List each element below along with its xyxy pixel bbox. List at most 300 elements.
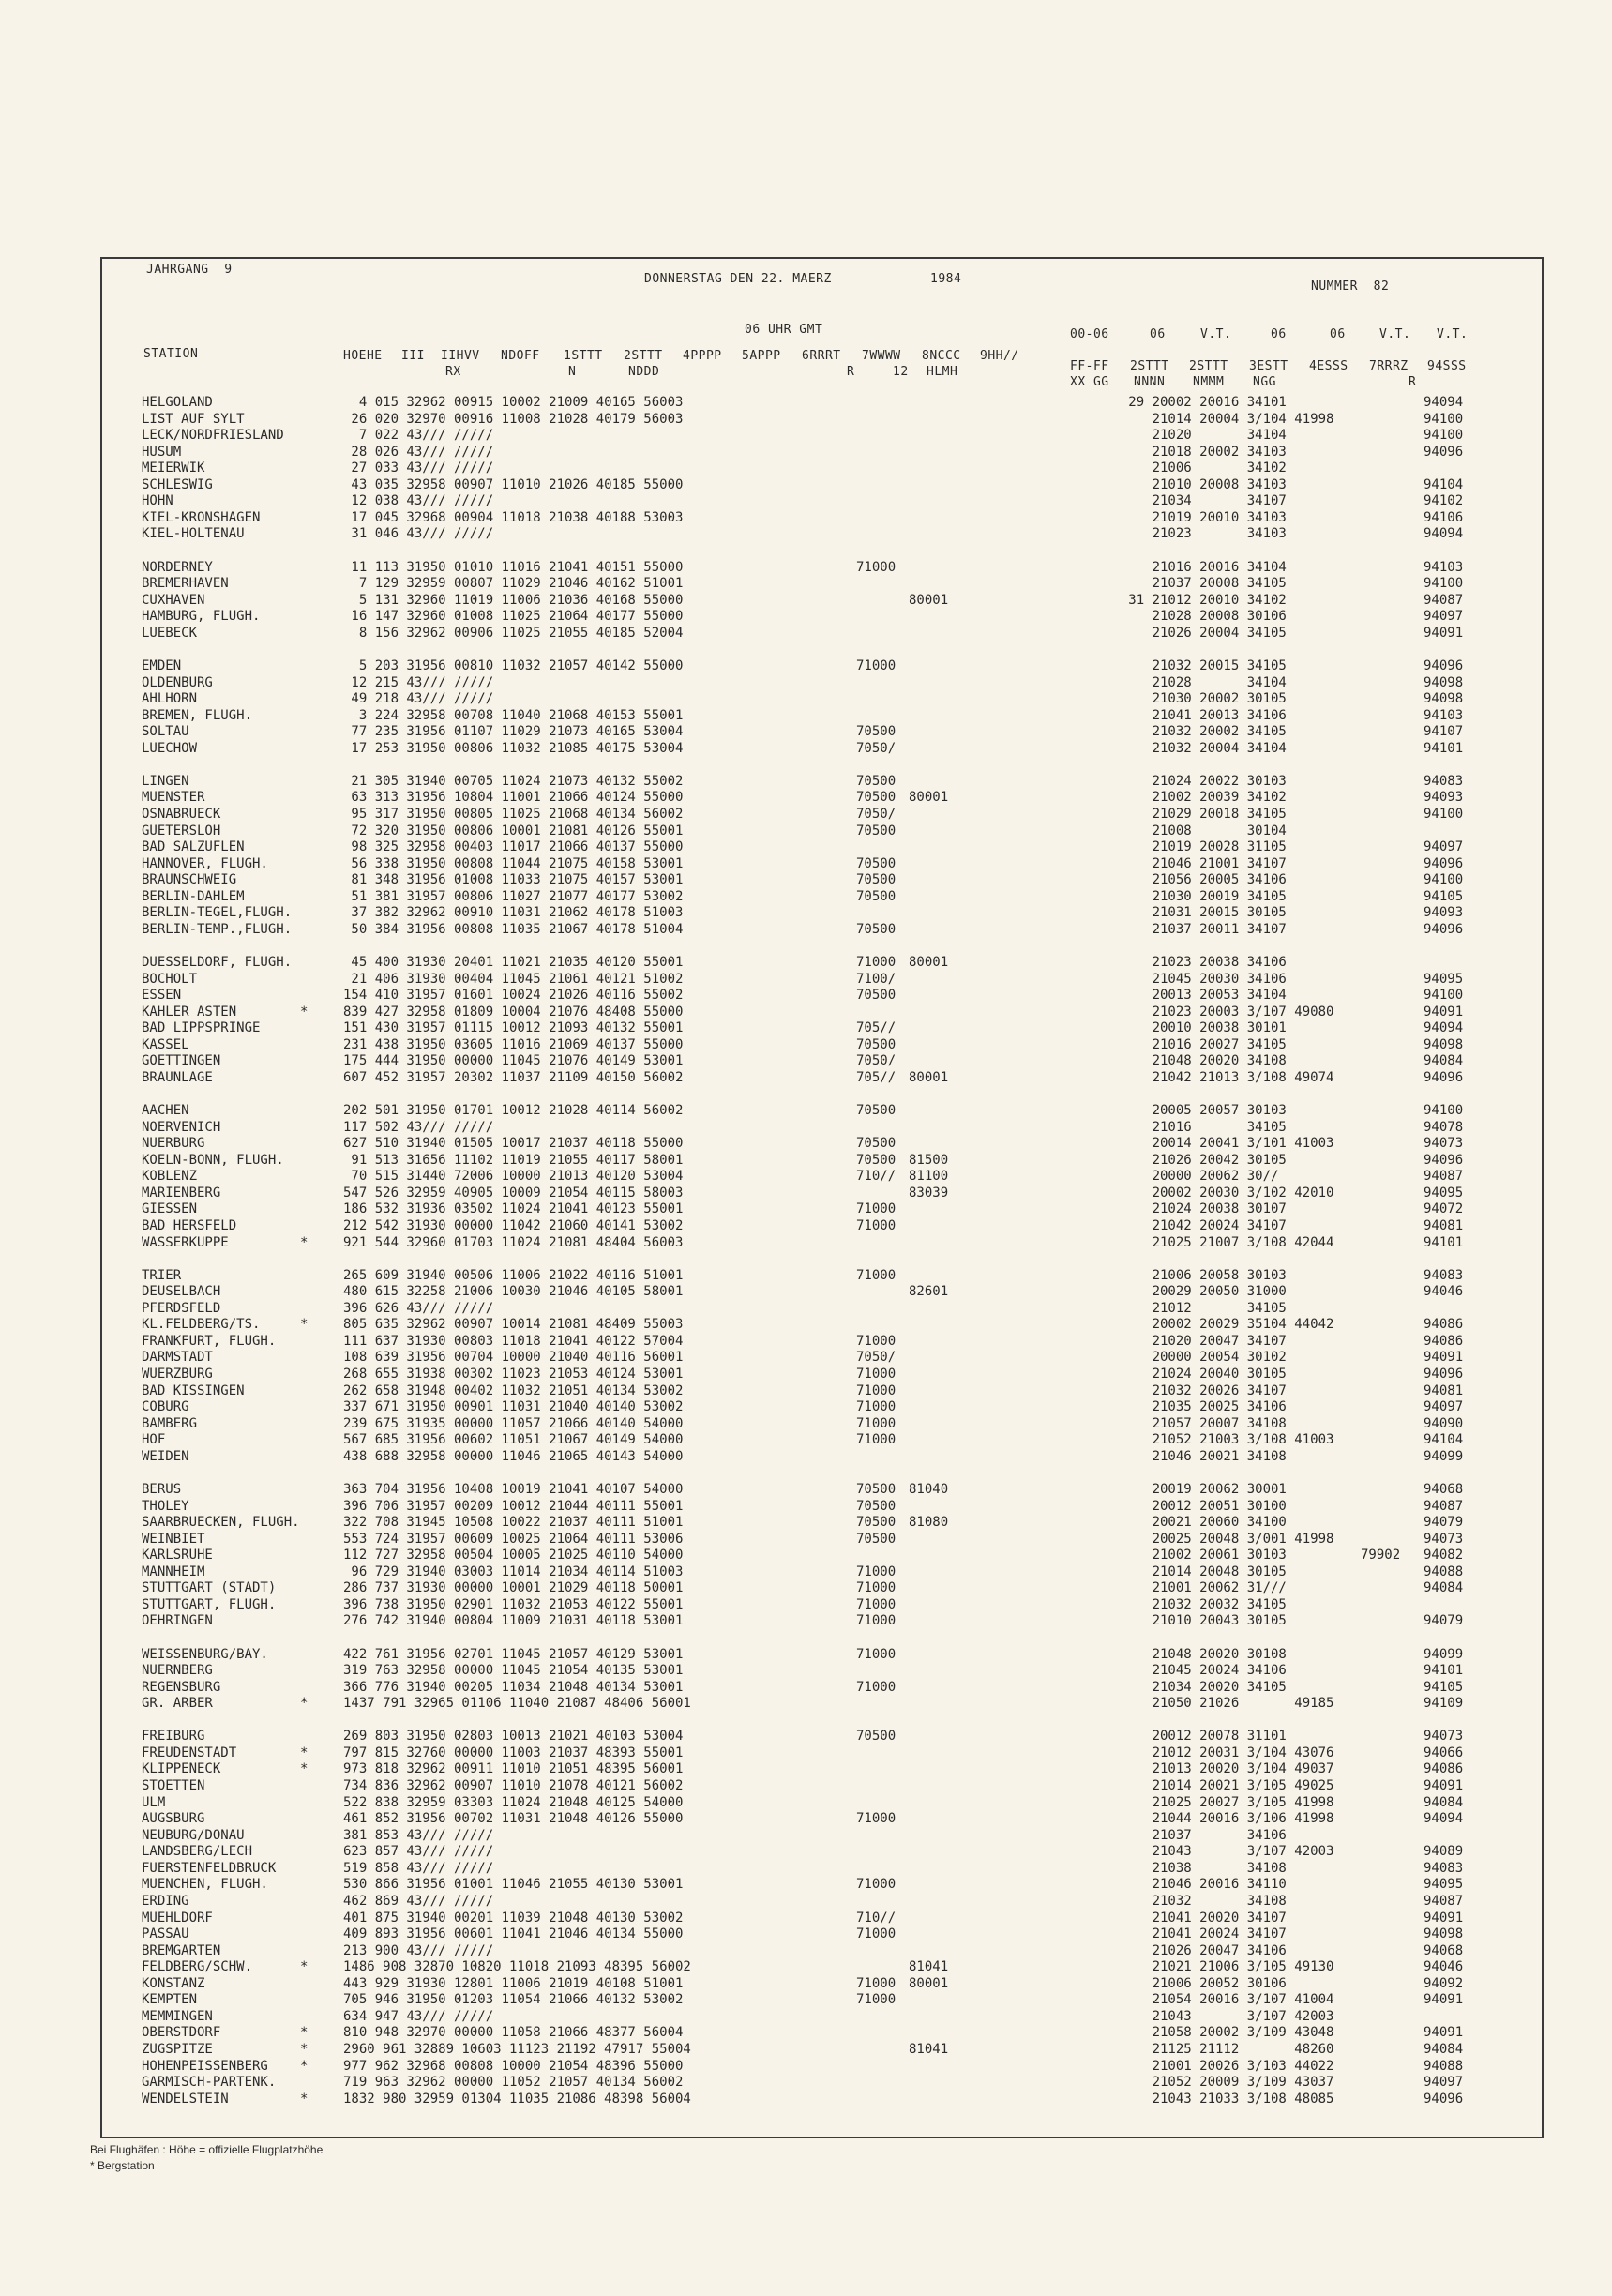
cell-station: HOF bbox=[142, 1432, 166, 1448]
cell-c1: 70500 bbox=[856, 1036, 896, 1052]
cell-right: 21013 20020 3/104 49037 bbox=[1105, 1761, 1334, 1777]
cell-sss: 94104 bbox=[1424, 476, 1464, 492]
cell-station: HANNOVER, FLUGH. bbox=[142, 855, 268, 871]
cell-sss: 94096 bbox=[1424, 444, 1464, 460]
cell-sss: 94106 bbox=[1424, 509, 1464, 525]
cell-c1: 71000 bbox=[856, 1646, 896, 1662]
cell-left: 45 400 31930 20401 11021 21035 40120 55001 bbox=[343, 955, 684, 971]
col-ndoff: NDOFF bbox=[501, 349, 540, 363]
cell-right: 21037 20011 34107 bbox=[1105, 921, 1287, 937]
cell-station: LIST AUF SYLT bbox=[142, 411, 245, 427]
cell-sss: 94096 bbox=[1424, 921, 1464, 937]
cell-left: 396 706 31957 00209 10012 21044 40111 55001 bbox=[343, 1498, 684, 1514]
col-nmmm: NMMM bbox=[1193, 375, 1225, 389]
cell-right: 20014 20041 3/101 41003 bbox=[1105, 1136, 1334, 1152]
cell-right: 21018 20002 34103 bbox=[1105, 444, 1287, 460]
cell-sss: 94081 bbox=[1424, 1382, 1464, 1398]
cell-c2: 83039 bbox=[909, 1185, 949, 1201]
cell-c1: 7050/ bbox=[856, 740, 896, 756]
cell-sss: 94087 bbox=[1424, 1169, 1464, 1185]
cell-right: 21041 20024 34107 bbox=[1105, 1926, 1287, 1942]
cell-star: * bbox=[300, 1004, 309, 1020]
cell-sss: 94066 bbox=[1424, 1745, 1464, 1760]
cell-c2: 80001 bbox=[909, 592, 949, 608]
cell-station: WEIDEN bbox=[142, 1448, 189, 1464]
cell-sss: 94098 bbox=[1424, 691, 1464, 707]
cell-left: 96 729 31940 03003 11014 21034 40114 51003 bbox=[343, 1563, 684, 1579]
cell-left: 805 635 32962 00907 10014 21081 48409 55003 bbox=[343, 1317, 684, 1333]
cell-right: 20002 20029 35104 44042 bbox=[1105, 1317, 1334, 1333]
cell-sss: 94096 bbox=[1424, 1367, 1464, 1382]
cell-station: BAMBERG bbox=[142, 1415, 198, 1431]
footnote-airport: Bei Flughäfen : Höhe = offizielle Flugplatzhöhe bbox=[90, 2143, 324, 2156]
cell-right: 21032 20002 34105 bbox=[1105, 724, 1287, 740]
cell-right: 21024 20022 30103 bbox=[1105, 773, 1287, 789]
cell-sss: 94078 bbox=[1424, 1119, 1464, 1135]
cell-star: * bbox=[300, 2042, 309, 2057]
cell-right: 20000 20062 30// bbox=[1105, 1169, 1279, 1185]
cell-sss: 94088 bbox=[1424, 1563, 1464, 1579]
cell-right: 21025 20027 3/105 41998 bbox=[1105, 1794, 1334, 1810]
cell-c1: 7100/ bbox=[856, 971, 896, 987]
cell-left: 77 235 31956 01107 11029 21073 40165 53004 bbox=[343, 724, 684, 740]
cell-right: 21026 20042 30105 bbox=[1105, 1152, 1287, 1168]
cell-left: 21 305 31940 00705 11024 21073 40132 55002 bbox=[343, 773, 684, 789]
cell-right: 20029 20050 31000 bbox=[1105, 1284, 1287, 1300]
col-xxgg: XX GG bbox=[1070, 375, 1109, 389]
cell-left: 734 836 32962 00907 11010 21078 40121 56002 bbox=[343, 1778, 684, 1794]
cell-sss: 94100 bbox=[1424, 428, 1464, 444]
cell-station: KASSEL bbox=[142, 1036, 189, 1052]
cell-left: 154 410 31957 01601 10024 21026 40116 55002 bbox=[343, 988, 684, 1004]
col-06-c: 06 bbox=[1330, 327, 1346, 341]
cell-sss: 94087 bbox=[1424, 1893, 1464, 1909]
cell-left: 1486 908 32870 10820 11018 21093 48395 56002 bbox=[343, 1959, 691, 1975]
col-vt-a: V.T. bbox=[1200, 327, 1232, 341]
cell-station: WEINBIET bbox=[142, 1531, 205, 1547]
cell-right: 21037 20008 34105 bbox=[1105, 576, 1287, 592]
cell-sss: 94094 bbox=[1424, 395, 1464, 410]
cell-sss: 94093 bbox=[1424, 905, 1464, 921]
cell-c1: 71000 bbox=[856, 1267, 896, 1283]
cell-station: MANNHEIM bbox=[142, 1563, 205, 1579]
col-06-b: 06 bbox=[1271, 327, 1287, 341]
cell-right: 21035 20025 34106 bbox=[1105, 1399, 1287, 1415]
cell-left: 112 727 32958 00504 10005 21025 40110 54000 bbox=[343, 1548, 684, 1563]
cell-left: 63 313 31956 10804 11001 21066 40124 55000 bbox=[343, 790, 684, 806]
cell-left: 151 430 31957 01115 10012 21093 40132 55001 bbox=[343, 1020, 684, 1036]
cell-right: 21025 21007 3/108 42044 bbox=[1105, 1234, 1334, 1250]
col-06-a: 06 bbox=[1150, 327, 1166, 341]
footnote-mountain: * Bergstation bbox=[90, 2159, 155, 2172]
cell-left: 519 858 43/// ///// bbox=[343, 1860, 494, 1876]
cell-left: 231 438 31950 03605 11016 21069 40137 55000 bbox=[343, 1036, 684, 1052]
cell-left: 5 203 31956 00810 11032 21057 40142 55000 bbox=[343, 657, 684, 673]
report-date: DONNERSTAG DEN 22. MAERZ bbox=[644, 272, 832, 286]
cell-sss: 94095 bbox=[1424, 1185, 1464, 1201]
cell-sss: 94084 bbox=[1424, 1794, 1464, 1810]
cell-station: ESSEN bbox=[142, 988, 182, 1004]
cell-right: 20005 20057 30103 bbox=[1105, 1103, 1287, 1119]
cell-star: * bbox=[300, 1234, 309, 1250]
cell-sss: 94083 bbox=[1424, 1860, 1464, 1876]
cell-station: MEIERWIK bbox=[142, 461, 205, 476]
cell-station: FREIBURG bbox=[142, 1729, 205, 1745]
cell-left: 27 033 43/// ///// bbox=[343, 461, 494, 476]
col-2sttt-r2: 2STTT bbox=[1189, 359, 1228, 373]
cell-sss: 94096 bbox=[1424, 2091, 1464, 2107]
cell-sss: 94087 bbox=[1424, 1498, 1464, 1514]
cell-sss: 94073 bbox=[1424, 1136, 1464, 1152]
cell-sss: 94084 bbox=[1424, 2042, 1464, 2057]
cell-station: BERLIN-DAHLEM bbox=[142, 888, 245, 904]
cell-right: 21032 20032 34105 bbox=[1105, 1596, 1287, 1612]
cell-sss: 94103 bbox=[1424, 559, 1464, 575]
cell-right: 21048 20020 34108 bbox=[1105, 1053, 1287, 1069]
cell-sss: 94104 bbox=[1424, 1432, 1464, 1448]
cell-star: * bbox=[300, 2091, 309, 2107]
cell-right: 21032 20004 34104 bbox=[1105, 740, 1287, 756]
cell-left: 547 526 32959 40905 10009 21054 40115 58003 bbox=[343, 1185, 684, 1201]
cell-sss: 94100 bbox=[1424, 872, 1464, 888]
cell-left: 202 501 31950 01701 10012 21028 40114 56002 bbox=[343, 1103, 684, 1119]
cell-station: SCHLESWIG bbox=[142, 476, 213, 492]
cell-left: 7 129 32959 00807 11029 21046 40162 51001 bbox=[343, 576, 684, 592]
cell-left: 43 035 32958 00907 11010 21026 40185 55000 bbox=[343, 476, 684, 492]
cell-right: 21019 20010 34103 bbox=[1105, 509, 1287, 525]
cell-c1: 710// bbox=[856, 1169, 896, 1185]
cell-star: * bbox=[300, 1745, 309, 1760]
cell-c1: 71000 bbox=[856, 1679, 896, 1695]
cell-station: OBERSTDORF bbox=[142, 2025, 221, 2041]
cell-left: 977 962 32968 00808 10000 21054 48396 55000 bbox=[343, 2058, 684, 2074]
cell-right: 21043 3/107 42003 bbox=[1105, 1844, 1334, 1860]
cell-station: KOBLENZ bbox=[142, 1169, 198, 1185]
cell-right: 21002 20039 34102 bbox=[1105, 790, 1287, 806]
col-94sss: 94SSS bbox=[1427, 359, 1467, 373]
nummer: NUMMER 82 bbox=[1311, 279, 1390, 294]
cell-sss: 94105 bbox=[1424, 1679, 1464, 1695]
cell-station: BAD SALZUFLEN bbox=[142, 839, 245, 855]
cell-station: COBURG bbox=[142, 1399, 189, 1415]
col-8nccc: 8NCCC bbox=[922, 349, 961, 363]
cell-c1: 70500 bbox=[856, 988, 896, 1004]
cell-right: 31 21012 20010 34102 bbox=[1105, 592, 1287, 608]
cell-station: KIEL-HOLTENAU bbox=[142, 526, 245, 542]
cell-right: 21125 21112 48260 bbox=[1105, 2042, 1334, 2057]
cell-right: 21048 20020 30108 bbox=[1105, 1646, 1287, 1662]
cell-station: WASSERKUPPE bbox=[142, 1234, 229, 1250]
cell-left: 319 763 32958 00000 11045 21054 40135 53001 bbox=[343, 1663, 684, 1679]
cell-sss: 94100 bbox=[1424, 411, 1464, 427]
cell-station: NOERVENICH bbox=[142, 1119, 221, 1135]
cell-c1: 71000 bbox=[856, 1382, 896, 1398]
cell-station: DEUSELBACH bbox=[142, 1284, 221, 1300]
cell-station: DARMSTADT bbox=[142, 1350, 213, 1366]
cell-station: MUENCHEN, FLUGH. bbox=[142, 1877, 268, 1893]
cell-right: 21014 20021 3/105 49025 bbox=[1105, 1778, 1334, 1794]
cell-left: 443 929 31930 12801 11006 21019 40108 51001 bbox=[343, 1975, 684, 1991]
cell-station: FUERSTENFELDBRUCK bbox=[142, 1860, 277, 1876]
cell-right: 21045 20030 34106 bbox=[1105, 971, 1287, 987]
cell-sss: 94089 bbox=[1424, 1844, 1464, 1860]
cell-station: TRIER bbox=[142, 1267, 182, 1283]
col-2sttt: 2STTT bbox=[624, 349, 663, 363]
cell-sss: 94046 bbox=[1424, 1284, 1464, 1300]
cell-c1: 70500 bbox=[856, 1103, 896, 1119]
cell-left: 1832 980 32959 01304 11035 21086 48398 56004 bbox=[343, 2091, 691, 2107]
cell-c1: 710// bbox=[856, 1910, 896, 1926]
cell-c1: 70500 bbox=[856, 1498, 896, 1514]
cell-left: 381 853 43/// ///// bbox=[343, 1827, 494, 1843]
cell-left: 921 544 32960 01703 11024 21081 48404 56003 bbox=[343, 1234, 684, 1250]
cell-left: 5 131 32960 11019 11006 21036 40168 55000 bbox=[343, 592, 684, 608]
cell-station: BREMGARTEN bbox=[142, 1942, 221, 1958]
cell-station: LUECHOW bbox=[142, 740, 198, 756]
col-1sttt-n: N bbox=[568, 365, 577, 379]
cell-c1: 70500 bbox=[856, 1152, 896, 1168]
cell-left: 553 724 31957 00609 10025 21064 40111 53006 bbox=[343, 1531, 684, 1547]
cell-right: 21028 20008 30106 bbox=[1105, 609, 1287, 625]
col-7wwww-12: 12 bbox=[893, 365, 909, 379]
col-ff: FF-FF bbox=[1070, 359, 1109, 373]
cell-station: MUENSTER bbox=[142, 790, 205, 806]
cell-left: 422 761 31956 02701 11045 21057 40129 53001 bbox=[343, 1646, 684, 1662]
cell-c1: 71000 bbox=[856, 1926, 896, 1942]
cell-left: 50 384 31956 00808 11035 21067 40178 51004 bbox=[343, 921, 684, 937]
col-nddd: NDDD bbox=[628, 365, 660, 379]
cell-right: 21001 20062 31/// bbox=[1105, 1580, 1287, 1596]
cell-right: 20021 20060 34100 bbox=[1105, 1515, 1287, 1531]
cell-station: FELDBERG/SCHW. bbox=[142, 1959, 253, 1975]
cell-sss: 94087 bbox=[1424, 592, 1464, 608]
cell-right: 21046 20021 34108 bbox=[1105, 1448, 1287, 1464]
cell-right: 21050 21026 49185 bbox=[1105, 1696, 1334, 1712]
cell-sss: 94072 bbox=[1424, 1201, 1464, 1217]
cell-station: STUTTGART (STADT) bbox=[142, 1580, 277, 1596]
cell-right: 21032 20015 34105 bbox=[1105, 657, 1287, 673]
cell-left: 522 838 32959 03303 11024 21048 40125 54000 bbox=[343, 1794, 684, 1810]
cell-left: 623 857 43/// ///// bbox=[343, 1844, 494, 1860]
col-4pppp: 4PPPP bbox=[683, 349, 722, 363]
cell-station: THOLEY bbox=[142, 1498, 189, 1514]
cell-right: 21008 30104 bbox=[1105, 823, 1287, 838]
cell-c1: 71000 bbox=[856, 1415, 896, 1431]
cell-c1: 70500 bbox=[856, 823, 896, 838]
cell-right: 20000 20054 30102 bbox=[1105, 1350, 1287, 1366]
cell-sss: 94107 bbox=[1424, 724, 1464, 740]
cell-left: 213 900 43/// ///// bbox=[343, 1942, 494, 1958]
cell-c2: 81040 bbox=[909, 1481, 949, 1497]
cell-left: 480 615 32258 21006 10030 21046 40105 58001 bbox=[343, 1284, 684, 1300]
cell-right: 21057 20007 34108 bbox=[1105, 1415, 1287, 1431]
cell-c1: 71000 bbox=[856, 1367, 896, 1382]
cell-c1: 70500 bbox=[856, 855, 896, 871]
cell-station: MUEHLDORF bbox=[142, 1910, 213, 1926]
cell-station: SAARBRUECKEN, FLUGH. bbox=[142, 1515, 300, 1531]
cell-station: ZUGSPITZE bbox=[142, 2042, 213, 2057]
cell-c1: 71000 bbox=[856, 1218, 896, 1233]
cell-right: 21014 20004 3/104 41998 bbox=[1105, 411, 1334, 427]
cell-right: 21058 20002 3/109 43048 bbox=[1105, 2025, 1334, 2041]
cell-sss: 94101 bbox=[1424, 1663, 1464, 1679]
cell-right: 21052 20009 3/109 43037 bbox=[1105, 2075, 1334, 2091]
cell-right: 21012 20031 3/104 43076 bbox=[1105, 1745, 1334, 1760]
cell-sss: 94086 bbox=[1424, 1761, 1464, 1777]
col-7rrrz-r: R bbox=[1409, 375, 1417, 389]
cell-station: BREMEN, FLUGH. bbox=[142, 707, 253, 723]
cell-c2: 81041 bbox=[909, 1959, 949, 1975]
cell-sss: 94109 bbox=[1424, 1696, 1464, 1712]
cell-station: LUEBECK bbox=[142, 625, 198, 641]
cell-station: BRAUNSCHWEIG bbox=[142, 872, 237, 888]
cell-left: 276 742 31940 00804 11009 21031 40118 53001 bbox=[343, 1613, 684, 1629]
cell-station: BERLIN-TEMP.,FLUGH. bbox=[142, 921, 293, 937]
cell-sss: 94091 bbox=[1424, 1778, 1464, 1794]
cell-sss: 94073 bbox=[1424, 1531, 1464, 1547]
cell-right: 21020 34104 bbox=[1105, 428, 1287, 444]
cell-sss: 94097 bbox=[1424, 839, 1464, 855]
cell-left: 91 513 31656 11102 11019 21055 40117 58001 bbox=[343, 1152, 684, 1168]
cell-sss: 94091 bbox=[1424, 1004, 1464, 1020]
cell-left: 56 338 31950 00808 11044 21075 40158 53001 bbox=[343, 855, 684, 871]
cell-c2: 81500 bbox=[909, 1152, 949, 1168]
cell-c1: 71000 bbox=[856, 1432, 896, 1448]
cell-station: NORDERNEY bbox=[142, 559, 213, 575]
cell-left: 31 046 43/// ///// bbox=[343, 526, 494, 542]
col-vt-b: V.T. bbox=[1379, 327, 1411, 341]
cell-c2: 82601 bbox=[909, 1284, 949, 1300]
cell-sss: 94091 bbox=[1424, 2025, 1464, 2041]
cell-station: FRANKFURT, FLUGH. bbox=[142, 1333, 277, 1349]
cell-left: 438 688 32958 00000 11046 21065 40143 54000 bbox=[343, 1448, 684, 1464]
cell-left: 16 147 32960 01008 11025 21064 40177 55000 bbox=[343, 609, 684, 625]
cell-right: 21041 20013 34106 bbox=[1105, 707, 1287, 723]
cell-sss: 94083 bbox=[1424, 773, 1464, 789]
col-1sttt: 1STTT bbox=[564, 349, 603, 363]
cell-sss: 94096 bbox=[1424, 855, 1464, 871]
cell-sss: 94092 bbox=[1424, 1975, 1464, 1991]
cell-left: 21 406 31930 00404 11045 21061 40121 51002 bbox=[343, 971, 684, 987]
cell-sss: 94099 bbox=[1424, 1646, 1464, 1662]
cell-c1: 71000 bbox=[856, 1992, 896, 2008]
cell-right: 21014 20048 30105 bbox=[1105, 1563, 1287, 1579]
cell-sss: 94105 bbox=[1424, 888, 1464, 904]
cell-station: WENDELSTEIN bbox=[142, 2091, 229, 2107]
cell-c1: 70500 bbox=[856, 872, 896, 888]
cell-c1: 71000 bbox=[856, 1877, 896, 1893]
cell-right: 21042 20024 34107 bbox=[1105, 1218, 1287, 1233]
cell-right: 21034 20020 34105 bbox=[1105, 1679, 1287, 1695]
cell-sss: 94097 bbox=[1424, 609, 1464, 625]
cell-c1: 71000 bbox=[856, 1399, 896, 1415]
col-4esss: 4ESSS bbox=[1309, 359, 1348, 373]
cell-left: 111 637 31930 00803 11018 21041 40122 57004 bbox=[343, 1333, 684, 1349]
col-iii: III bbox=[401, 349, 425, 363]
cell-left: 3 224 32958 00708 11040 21068 40153 55001 bbox=[343, 707, 684, 723]
cell-right: 21028 34104 bbox=[1105, 674, 1287, 690]
cell-right: 21021 21006 3/105 49130 bbox=[1105, 1959, 1334, 1975]
cell-c1: 70500 bbox=[856, 1481, 896, 1497]
cell-station: KL.FELDBERG/TS. bbox=[142, 1317, 261, 1333]
cell-right: 21006 34102 bbox=[1105, 461, 1287, 476]
cell-right: 21012 34105 bbox=[1105, 1300, 1287, 1316]
cell-station: BERUS bbox=[142, 1481, 182, 1497]
cell-station: LINGEN bbox=[142, 773, 189, 789]
cell-station: DUESSELDORF, FLUGH. bbox=[142, 955, 293, 971]
cell-left: 4 015 32962 00915 10002 21009 40165 56003 bbox=[343, 395, 684, 410]
cell-right: 29 20002 20016 34101 bbox=[1105, 395, 1287, 410]
col-6rrrt: 6RRRT bbox=[802, 349, 841, 363]
cell-right: 21052 21003 3/108 41003 bbox=[1105, 1432, 1334, 1448]
cell-station: GIESSEN bbox=[142, 1201, 198, 1217]
cell-star: * bbox=[300, 1696, 309, 1712]
cell-sss: 94100 bbox=[1424, 988, 1464, 1004]
cell-right: 21044 20016 3/106 41998 bbox=[1105, 1811, 1334, 1827]
cell-station: HUSUM bbox=[142, 444, 182, 460]
cell-c1: 71000 bbox=[856, 1201, 896, 1217]
cell-right: 21001 20026 3/103 44022 bbox=[1105, 2058, 1334, 2074]
col-iihvv: IIHVV bbox=[441, 349, 480, 363]
col-hoehe: HOEHE bbox=[343, 349, 383, 363]
cell-station: PASSAU bbox=[142, 1926, 189, 1942]
cell-right: 21002 20061 30103 bbox=[1105, 1548, 1287, 1563]
cell-c1: 70500 bbox=[856, 1515, 896, 1531]
cell-c1: 71000 bbox=[856, 1613, 896, 1629]
cell-left: 627 510 31940 01505 10017 21037 40118 55000 bbox=[343, 1136, 684, 1152]
cell-station: KLIPPENECK bbox=[142, 1761, 221, 1777]
cell-c1: 71000 bbox=[856, 1580, 896, 1596]
cell-left: 37 382 32962 00910 11031 21062 40178 51003 bbox=[343, 905, 684, 921]
cell-right: 20002 20030 3/102 42010 bbox=[1105, 1185, 1334, 1201]
cell-left: 396 738 31950 02901 11032 21053 40122 55001 bbox=[343, 1596, 684, 1612]
cell-c1: 71000 bbox=[856, 657, 896, 673]
cell-sss: 94091 bbox=[1424, 1992, 1464, 2008]
cell-left: 363 704 31956 10408 10019 21041 40107 54000 bbox=[343, 1481, 684, 1497]
cell-left: 70 515 31440 72006 10000 21013 40120 53004 bbox=[343, 1169, 684, 1185]
cell-station: AACHEN bbox=[142, 1103, 189, 1119]
cell-right: 20010 20038 30101 bbox=[1105, 1020, 1287, 1036]
cell-left: 530 866 31956 01001 11046 21055 40130 53001 bbox=[343, 1877, 684, 1893]
cell-station: GR. ARBER bbox=[142, 1696, 213, 1712]
cell-right: 21024 20040 30105 bbox=[1105, 1367, 1287, 1382]
cell-left: 51 381 31957 00806 11027 21077 40177 53002 bbox=[343, 888, 684, 904]
cell-right: 21019 20028 31105 bbox=[1105, 839, 1287, 855]
col-nnnn: NNNN bbox=[1134, 375, 1166, 389]
cell-sss: 94090 bbox=[1424, 1415, 1464, 1431]
cell-right: 21043 21033 3/108 48085 bbox=[1105, 2091, 1334, 2107]
cell-station: REGENSBURG bbox=[142, 1679, 221, 1695]
cell-left: 12 215 43/// ///// bbox=[343, 674, 494, 690]
cell-left: 396 626 43/// ///// bbox=[343, 1300, 494, 1316]
cell-c2: 80001 bbox=[909, 1975, 949, 1991]
cell-right: 21010 20008 34103 bbox=[1105, 476, 1287, 492]
cell-right: 20012 20051 30100 bbox=[1105, 1498, 1287, 1514]
cell-station: CUXHAVEN bbox=[142, 592, 205, 608]
cell-station: WUERZBURG bbox=[142, 1367, 213, 1382]
cell-left: 17 253 31950 00806 11032 21085 40175 53004 bbox=[343, 740, 684, 756]
cell-left: 175 444 31950 00000 11045 21076 40149 53001 bbox=[343, 1053, 684, 1069]
cell-right: 21023 34103 bbox=[1105, 526, 1287, 542]
cell-right: 21045 20024 34106 bbox=[1105, 1663, 1287, 1679]
cell-c1: 71000 bbox=[856, 559, 896, 575]
cell-left: 8 156 32962 00906 11025 21055 40185 52004 bbox=[343, 625, 684, 641]
cell-right: 20019 20062 30001 bbox=[1105, 1481, 1287, 1497]
cell-sss: 94091 bbox=[1424, 1910, 1464, 1926]
cell-sss: 94095 bbox=[1424, 971, 1464, 987]
cell-station: STOETTEN bbox=[142, 1778, 205, 1794]
cell-left: 12 038 43/// ///// bbox=[343, 493, 494, 509]
